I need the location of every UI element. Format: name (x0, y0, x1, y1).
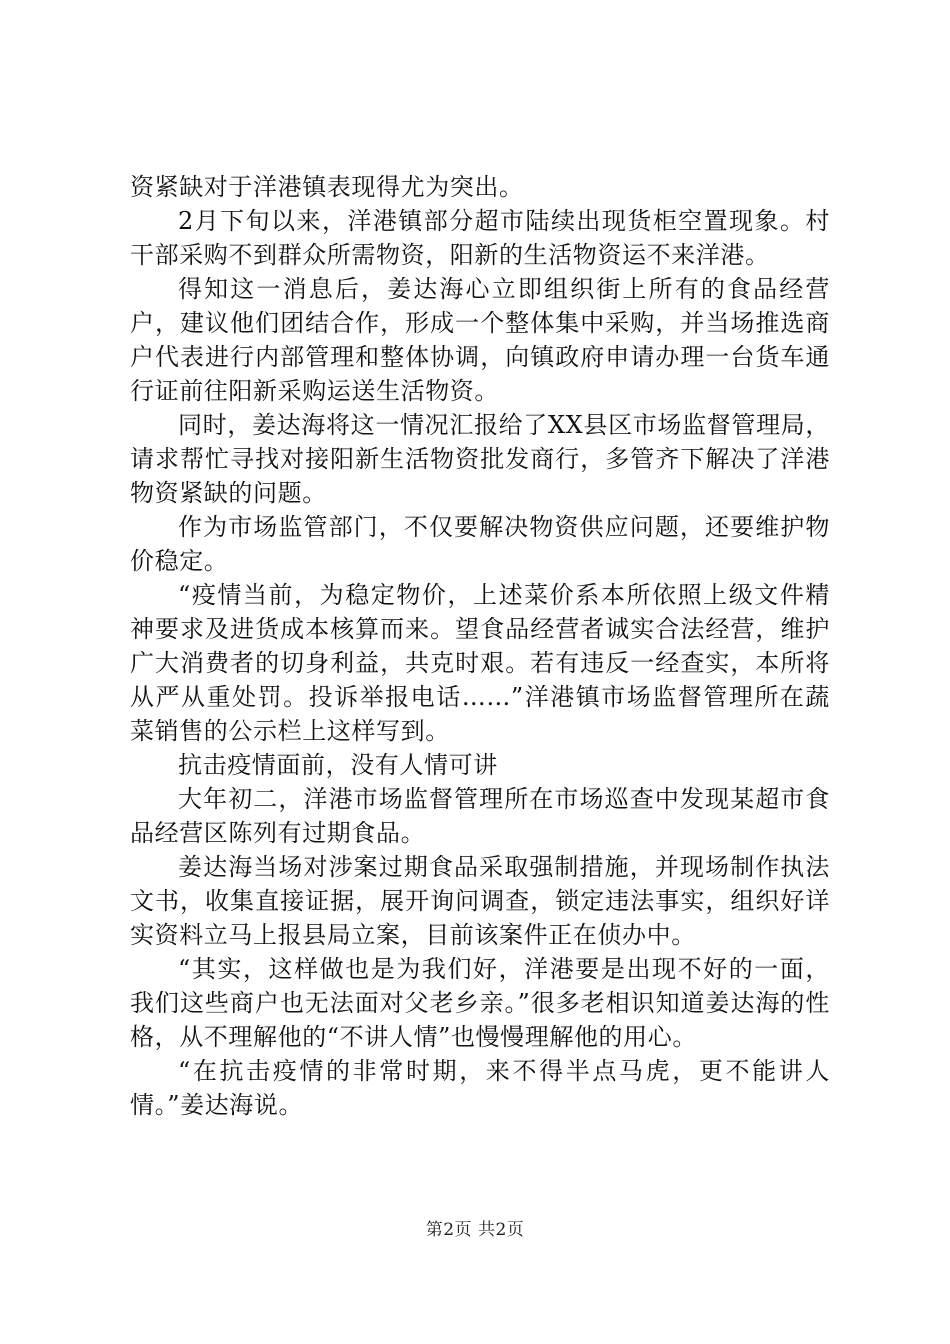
paragraph-quote: “疫情当前，为稳定物价，上述菜价系本所依照上级文件精神要求及进货成本核算而来。望食品经营者诚实合法经营，维护广大消费者的切身利益，共克时艰。若有违反一经查实，本所将从严从重处罚。投诉举报电话……”洋港镇市场监督管理所在蔬菜销售的公示栏上这样写到。 (130, 581, 830, 745)
paragraph-quote: “其实，这样做也是为我们好，洋港要是出现不好的一面，我们这些商户也无法面对父老乡亲。”很多老相识知道姜达海的性格，从不理解他的“不讲人情”也慢慢理解他的用心。 (130, 955, 830, 1051)
paragraph: 同时，姜达海将这一情况汇报给了XX县区市场监督管理局，请求帮忙寻找对接阳新生活物资批发商行，多管齐下解决了洋港物资紧缺的问题。 (130, 411, 830, 507)
paragraph: 2月下旬以来，洋港镇部分超市陆续出现货柜空置现象。村干部采购不到群众所需物资，阳新的生活物资运不来洋港。 (130, 207, 830, 269)
document-body (130, 170, 830, 1122)
page-number-footer: 第2页 共2页 (425, 1220, 525, 1240)
paragraph: 姜达海当场对涉案过期食品采取强制措施，并现场制作执法文书，收集直接证据，展开询问调查，锁定违法事实，组织好详实资料立马上报县局立案，目前该案件正在侦办中。 (130, 853, 830, 949)
paragraph-continuation: 资紧缺对于洋港镇表现得尤为突出。 (130, 173, 524, 201)
section-subheading: 抗击疫情面前，没有人情可讲 (178, 751, 498, 779)
paragraph: 作为市场监管部门，不仅要解决物资供应问题，还要维护物价稳定。 (130, 513, 830, 575)
paragraph: 大年初二，洋港市场监督管理所在市场巡查中发现某超市食品经营区陈列有过期食品。 (130, 785, 830, 847)
paragraph: 得知这一消息后，姜达海心立即组织街上所有的食品经营户，建议他们团结合作，形成一个整体集中采购，并当场推选商户代表进行内部管理和整体协调，向镇政府申请办理一台货车通行证前往阳新采购运送生活物资。 (130, 275, 830, 405)
paragraph-quote: “在抗击疫情的非常时期，来不得半点马虎，更不能讲人情。”姜达海说。 (130, 1057, 830, 1119)
